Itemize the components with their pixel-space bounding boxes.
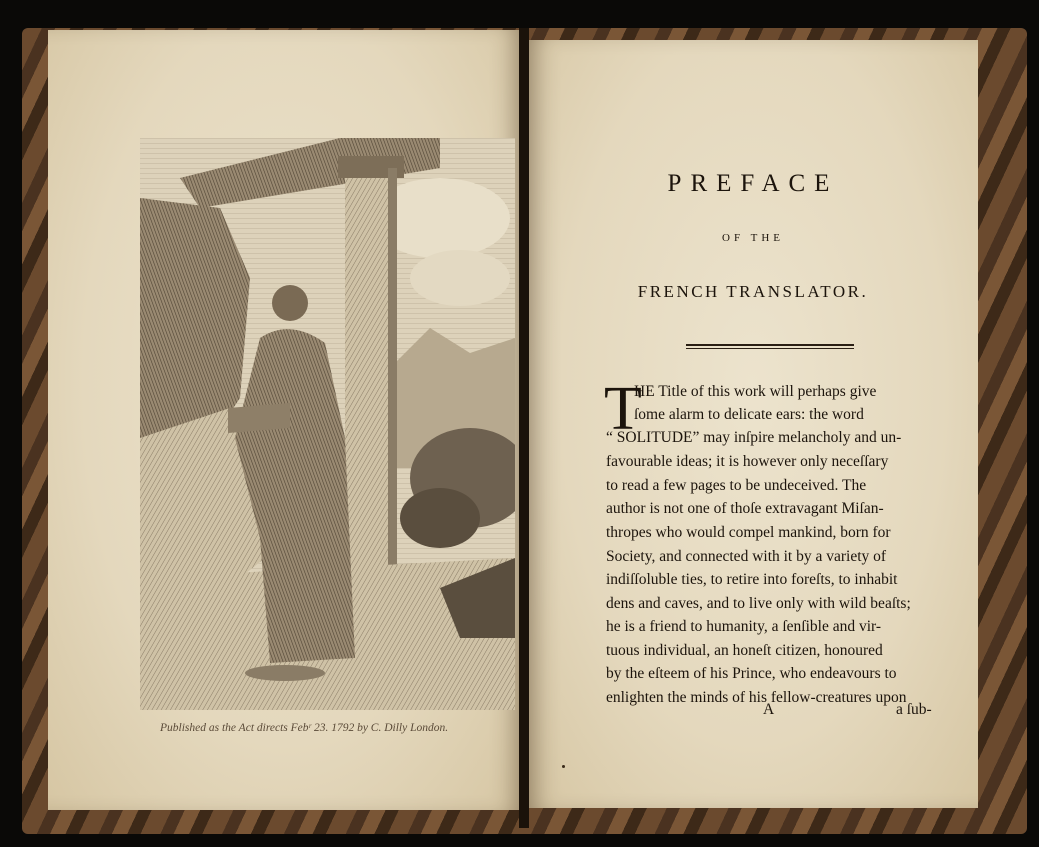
text-line: thropes who would compel mankind, born for [606, 524, 891, 541]
text-line: ſome alarm to delicate ears: the word [634, 406, 864, 423]
text-line: dens and caves, and to live only with wild beaſts; [606, 595, 911, 612]
text-line: HE Title of this work will perhaps give [634, 383, 877, 400]
text-line: author is not one of thoſe extravagant Miſan- [606, 500, 884, 517]
text-line: “ SOLITUDE” may inſpire melancholy and un- [606, 429, 902, 446]
catchword: a ſub- [896, 701, 932, 718]
plate-caption: Published as the Act directs Febʳ 23. 1792 by C. Dilly London. [160, 722, 449, 734]
text-line: tuous individual, an honeſt citizen, honoured [606, 642, 883, 659]
text-line: by the eſteem of his Prince, who endeavours to [606, 665, 897, 682]
title-connector: OF THE [722, 232, 784, 244]
frontispiece-engraving [140, 138, 515, 710]
drop-cap: T [604, 375, 642, 443]
title-rule-thin [686, 348, 854, 349]
book-gutter [519, 28, 529, 828]
text-line: indiſſoluble ties, to retire into foreſts, to inhabit [606, 571, 898, 588]
text-line: favourable ideas; it is however only neceſſary [606, 453, 889, 470]
text-line: enlighten the minds of his fellow-creatures upon [606, 689, 907, 706]
ink-speck [562, 765, 565, 768]
title-rule [686, 344, 854, 346]
text-line: Society, and connected with it by a variety of [606, 548, 887, 565]
text-line: to read a few pages to be undeceived. The [606, 477, 867, 494]
text-line: he is a friend to humanity, a ſenſible and vir- [606, 618, 882, 635]
page-title: PREFACE [667, 170, 839, 197]
page-subtitle: FRENCH TRANSLATOR. [637, 282, 869, 301]
signature-mark: A [763, 701, 775, 718]
